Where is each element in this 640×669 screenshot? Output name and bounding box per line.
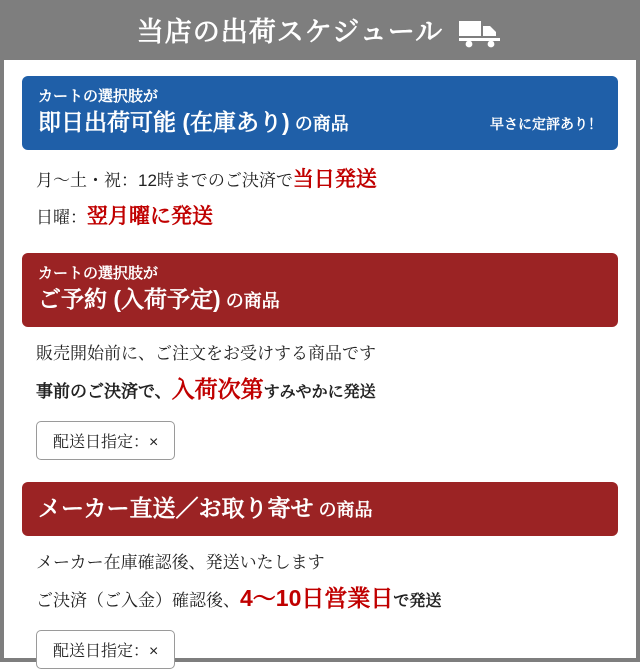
content-area [4,60,636,669]
detail-line [36,372,606,408]
detail-emphasis: 翌月曜に発送 [87,204,213,228]
detail-line [36,581,606,617]
detail-text: で発送 [393,592,442,610]
detail-text: 日曜： [36,207,87,227]
band-small-text: カートの選択肢が [38,88,159,105]
band-single-main: メーカー直送／お取り寄せ [38,495,314,522]
detail-text: メーカー在庫確認後、発送いたします [36,553,325,573]
band-single-text [38,492,373,524]
details-direct-ship [22,536,618,669]
section-band-direct-ship [22,482,618,536]
detail-text: 12時まで [138,171,208,191]
detail-text: のご決済で [207,171,293,191]
band-big-main: ご予約 (入荷予定) [38,286,221,313]
detail-line [36,201,606,234]
detail-emphasis: 4〜10日営業日 [240,584,394,611]
band-note: 早さに定評あり！ [490,116,602,133]
band-text-group [38,263,280,315]
band-big-suffix: の商品 [220,291,280,312]
detail-emphasis: 入荷次第 [171,375,264,402]
detail-emphasis: 当日発送 [292,168,377,192]
band-big-text [38,284,280,315]
details-reservation [22,327,618,460]
detail-text: すみやかに発送 [263,383,376,401]
page-header [4,4,636,60]
detail-line [36,341,606,367]
detail-text: 月〜土・祝： [36,171,138,191]
section-band-in-stock [22,76,618,150]
detail-text: ご決済（ご入金）確認後、 [36,590,240,610]
band-text-group [38,86,349,138]
delivery-date-chip: 配送日指定：× [36,630,175,669]
band-small-text: カートの選択肢が [38,265,159,283]
band-big-text [38,107,349,138]
detail-text: 事前のご決済で、 [36,381,172,401]
band-single-suffix: の商品 [313,500,373,521]
page-title: 当店の出荷スケジュール [136,16,444,47]
detail-line [36,550,606,576]
delivery-truck-icon [457,16,503,48]
section-band-reservation [22,253,618,327]
band-big-main: 即日出荷可能 (在庫あり) [38,109,290,135]
band-big-suffix: の商品 [289,114,349,134]
detail-line [36,164,606,197]
details-in-stock [22,150,618,233]
delivery-date-chip: 配送日指定：× [36,421,175,460]
detail-text: 販売開始前に、ご注文をお受けする商品です [36,344,376,364]
